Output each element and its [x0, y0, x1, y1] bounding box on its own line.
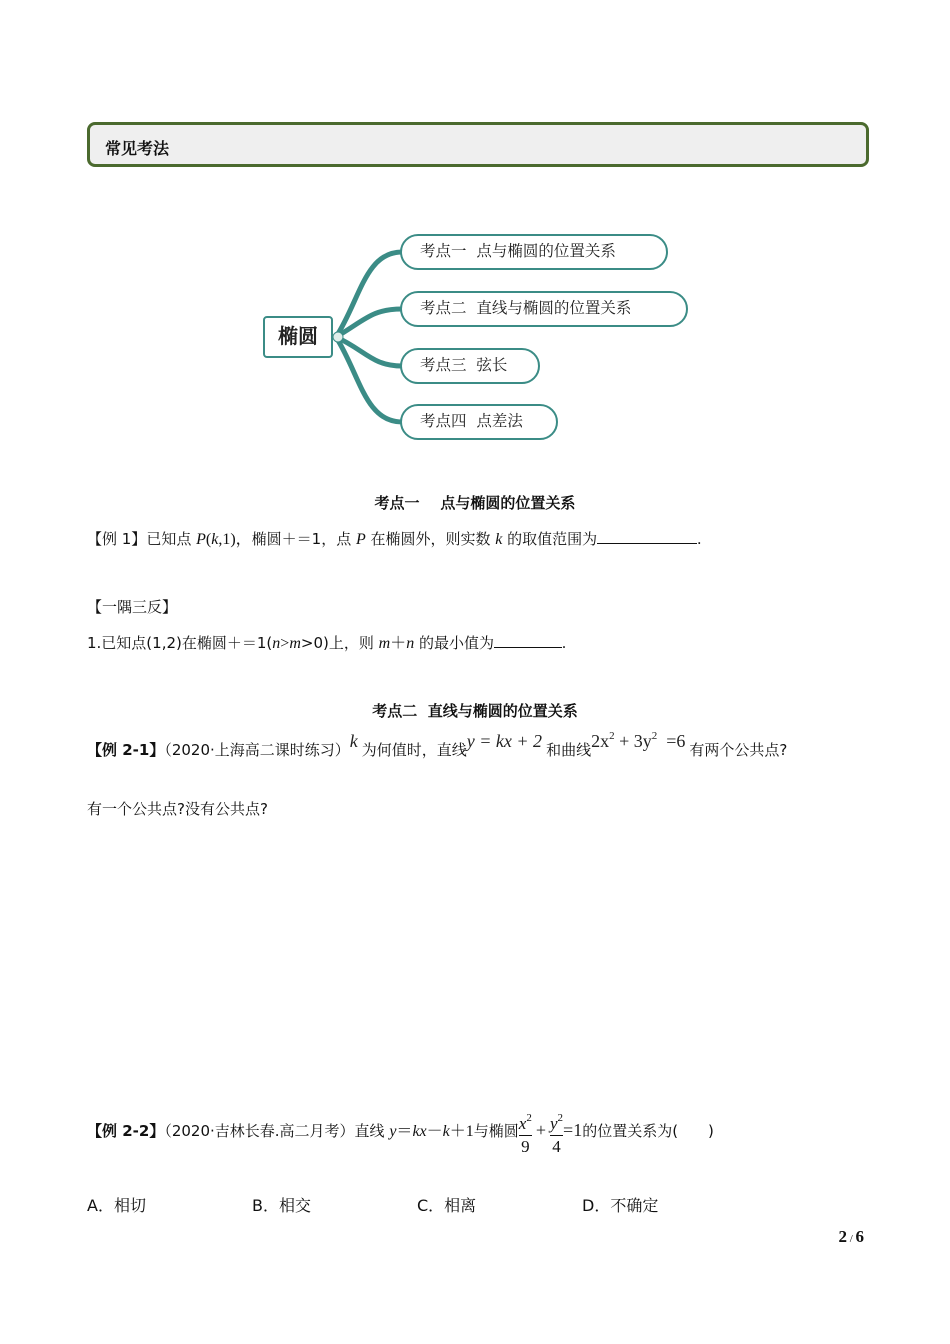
mindmap-branch-2: 考点二 直线与椭圆的位置关系 — [400, 291, 688, 327]
topic2-heading: 考点二 直线与椭圆的位置关系 — [372, 702, 578, 720]
fraction-x2-over-9: $\frac{x^2}{9}$ — [518, 1112, 532, 1156]
topic1-heading: 考点一 点与椭圆的位置关系 — [374, 494, 576, 512]
section-title: 常见考法 — [105, 139, 170, 158]
mindmap-root: 椭圆 — [263, 316, 333, 358]
example-2-2: 【例 2-2】（2020·吉林长春.高二月考）直线 y＝kx－k＋1与椭圆 $\frac{x^2}{9}$ + $\frac{y^2}{4}$ =1的位置关系为( ) — [87, 1108, 714, 1157]
choice-d: D．不确定 — [582, 1196, 659, 1215]
mindmap-branch-3: 考点三 弦长 — [400, 348, 540, 384]
choice-c: C．相离 — [417, 1196, 477, 1215]
choice-a: A．相切 — [87, 1196, 146, 1215]
example-1: 【例 1】已知点 P(k,1)，椭圆＋＝1，点 P 在椭圆外，则实数 k 的取值范围为 . — [87, 530, 702, 548]
fraction-y2-over-4: $\frac{y^2}{4}$ — [550, 1112, 564, 1156]
practice-tag: 【一隅三反】 — [87, 598, 178, 616]
page-number: 2 / 6 — [838, 1227, 864, 1246]
mindmap-branch-4: 考点四 点差法 — [400, 404, 558, 440]
answer-blank — [494, 633, 562, 648]
practice-1: 1.已知点(1,2)在椭圆＋＝1(n>m>0)上，则 m＋n 的最小值为 . — [87, 634, 566, 652]
answer-blank — [597, 529, 697, 544]
example-2-1: 【例 2-1】（2020·上海高二课时练习）k 为何值时，直线y = kx + 2 和曲线$2x^2 + 3y^2 =6$ 有两个公共点? — [87, 730, 788, 759]
mindmap-branch-1: 考点一 点与椭圆的位置关系 — [400, 234, 668, 270]
choice-b: B．相交 — [252, 1196, 311, 1215]
example-2-1-cont: 有一个公共点?没有公共点? — [87, 800, 268, 818]
